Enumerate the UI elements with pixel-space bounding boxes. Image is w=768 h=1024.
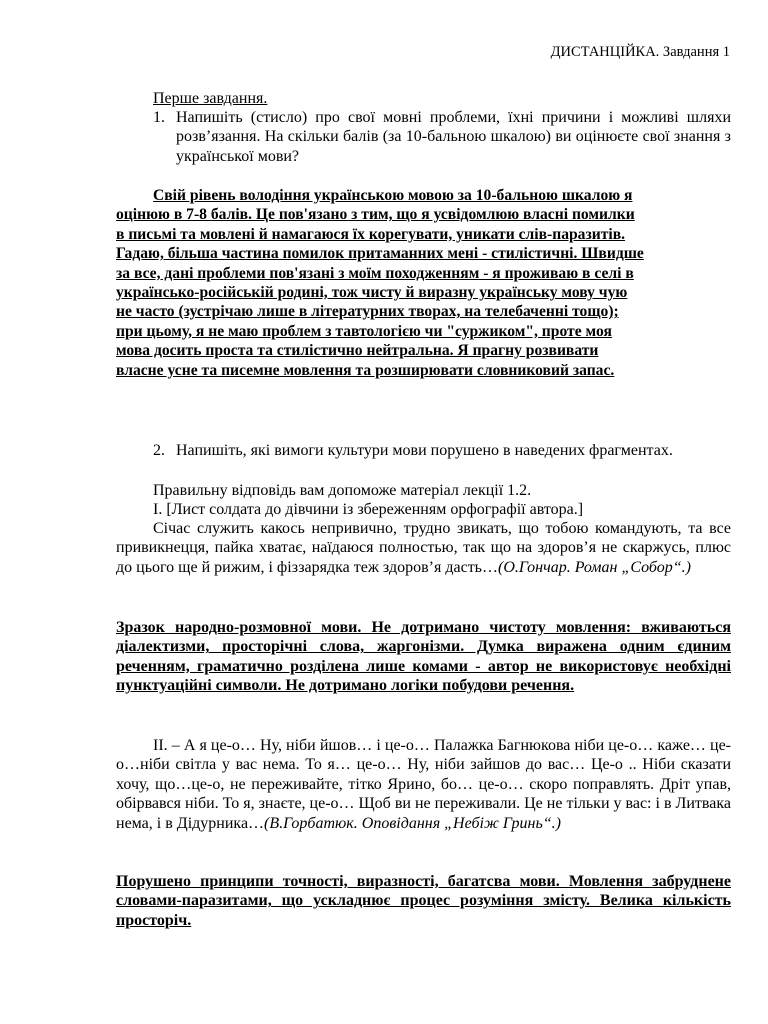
lecture-hint: Правильну відповідь вам допоможе матеріал лекції 1.2. xyxy=(153,482,532,499)
question-1-text: Напишіть (стисло) про свої мовні проблеми, їхні причини і можливі шляхи розв’язання. На скільки балів (за 10-бальною шкалою) ви оцінюєте свої знання з української мови? xyxy=(176,109,731,165)
answer-3: Порушено принципи точності, виразності, багатсва мови. Мовлення забруднене словами-паразитами, що ускладнює процес розуміння змісту. Велика кількість просторіч. xyxy=(116,873,731,929)
answer-1-line: при цьому, я не маю проблем з тавтологією чи "суржиком", проте моя xyxy=(116,322,612,340)
fragment-2-source: (В.Горбатюк. Оповідання „Небіж Гринь“.) xyxy=(264,814,561,832)
answer-1-line: в письмі та мовлені й намагаюся їх корегувати, уникати слів-паразитів. xyxy=(116,225,626,243)
fragment-1-text: Січас служить какось непривично, трудно звикать, що тобою командують, та все привикнецця, пайка хватає, наїдаюся полностью, так що на здоров’я не скаржусь, плюс до цього ще й рижим, і фіззарядка теж здоров’я дасть… xyxy=(116,520,731,576)
answer-2: Зразок народно-розмовної мови. Не дотримано чистоту мовлення: вживаються діалектизми, просторічні слова, жаргонізми. Думка виражена одним єдиним реченням, граматично розділена лише комами - автор не використовує необхідні пунктуаційні символи. Не дотримано логіки побудови речення. xyxy=(116,619,731,695)
answer-1-line: за все, дані проблеми пов'язані з моїм походженням - я проживаю в селі в xyxy=(116,264,634,282)
question-2-number: 2. xyxy=(153,442,165,459)
answer-1-line: Гадаю, більша частина помилок притаманних мені - стилістичні. Швидше xyxy=(116,245,644,263)
answer-1-line: мова досить проста та стилістично нейтральна. Я прагну розвивати xyxy=(116,342,599,360)
answer-1-line: не часто (зустрічаю лише в літературних творах, на телебаченні тощо); xyxy=(116,303,619,321)
fragment-1 xyxy=(116,519,731,577)
fragment-1-source: (О.Гончар. Роман „Собор“.) xyxy=(497,558,691,576)
fragment-1-intro: І. [Лист солдата до дівчини із збереженням орфографії автора.] xyxy=(153,501,584,518)
document-header: ДИСТАНЦІЙКА. Завдання 1 xyxy=(550,44,730,60)
answer-1 xyxy=(116,186,731,380)
task-heading: Перше завдання. xyxy=(153,90,268,107)
fragment-2 xyxy=(116,736,731,833)
question-2 xyxy=(153,441,731,460)
answer-1-line: українсько-російській родині, тож чисту й виразну українську мову чую xyxy=(116,284,628,302)
answer-1-line: Свій рівень володіння українською мовою за 10-бальною шкалою я xyxy=(153,187,633,204)
fragment-2-text: ІІ. – А я це-о… Ну, ніби йшов… і це-о… Палажка Багнюкова ніби це-о… каже… це-о…ніби світла у вас нема. То я… це-о… Ну, ніби зайшов до вас… Це-о .. Ніби сказати хочу, що…це-о, не переживайте, тітко Ярино, бо… це-о… скоро поправлять. Дріт упав, обірвався ніби. То я, знаєте, це-о… Щоб ви не переживали. Це не тільки у вас: і в Литвака нема, і в Дідурника… xyxy=(116,737,731,832)
question-1 xyxy=(153,108,731,166)
answer-1-line: оцінюю в 7-8 балів. Це пов'язано з тим, що я усвідомлюю власні помилки xyxy=(116,206,635,224)
answer-1-line: власне усне та писемне мовлення та розширювати словниковий запас. xyxy=(116,361,615,379)
question-2-text: Напишіть, які вимоги культури мови порушено в наведених фрагментах. xyxy=(176,442,673,459)
question-1-number: 1. xyxy=(153,109,165,126)
